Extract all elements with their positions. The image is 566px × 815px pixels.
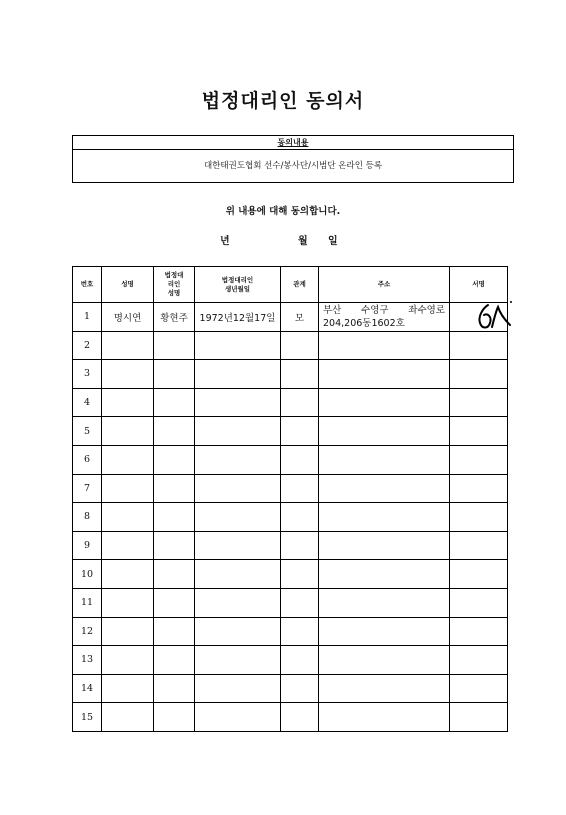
cell-guardian-birth[interactable]: [195, 445, 281, 474]
cell-guardian-name[interactable]: [154, 617, 195, 646]
cell-address[interactable]: [319, 474, 450, 503]
header-relation: 관계: [281, 267, 319, 303]
cell-relation[interactable]: [281, 474, 319, 503]
cell-signature[interactable]: [450, 331, 508, 360]
cell-relation[interactable]: [281, 388, 319, 417]
cell-no: 2: [73, 331, 102, 360]
cell-signature[interactable]: [450, 588, 508, 617]
table-row: [73, 388, 508, 417]
cell-no: 9: [73, 531, 102, 560]
address-district: 수영구: [361, 304, 389, 316]
cell-relation[interactable]: [281, 503, 319, 532]
cell-signature[interactable]: [450, 417, 508, 446]
table-row: [73, 531, 508, 560]
cell-no: 11: [73, 588, 102, 617]
cell-name[interactable]: [102, 445, 154, 474]
cell-address[interactable]: [319, 531, 450, 560]
agree-statement: 위 내용에 대해 동의합니다.: [225, 206, 341, 217]
cell-address[interactable]: [319, 445, 450, 474]
guardian-table: [72, 266, 508, 732]
cell-guardian-name[interactable]: [154, 588, 195, 617]
cell-no: 3: [73, 360, 102, 389]
table-row: [73, 617, 508, 646]
cell-relation[interactable]: [281, 703, 319, 732]
header-guardian-name-line1: 법정대: [164, 271, 184, 279]
cell-relation[interactable]: [281, 588, 319, 617]
cell-relation[interactable]: [281, 674, 319, 703]
cell-no: 14: [73, 674, 102, 703]
consent-box: [72, 135, 514, 183]
cell-signature[interactable]: [450, 474, 508, 503]
cell-name[interactable]: [102, 531, 154, 560]
date-month-label: 월: [298, 236, 308, 247]
table-row: [73, 360, 508, 389]
cell-guardian-name[interactable]: [154, 531, 195, 560]
cell-no: 8: [73, 503, 102, 532]
address-road: 좌수영로: [408, 304, 445, 316]
table-row: [73, 417, 508, 446]
cell-name[interactable]: [102, 360, 154, 389]
header-guardian-birth: [195, 267, 281, 303]
cell-signature[interactable]: [450, 445, 508, 474]
table-row: [73, 646, 508, 675]
cell-guardian-name[interactable]: [154, 560, 195, 589]
consent-body: 대한태권도협회 선수/봉사단/시범단 온라인 등록: [203, 161, 383, 171]
cell-guardian-name[interactable]: [154, 445, 195, 474]
cell-relation[interactable]: [281, 445, 319, 474]
table-row: [73, 503, 508, 532]
cell-guardian-birth[interactable]: [195, 474, 281, 503]
cell-guardian-birth[interactable]: [195, 388, 281, 417]
header-name: 성명: [102, 267, 154, 303]
cell-signature[interactable]: [450, 560, 508, 589]
cell-guardian-birth[interactable]: [195, 417, 281, 446]
table-header-row: [73, 267, 508, 303]
cell-guardian-name[interactable]: [154, 646, 195, 675]
cell-guardian-name[interactable]: [154, 417, 195, 446]
cell-no: 1: [73, 303, 102, 332]
table-row: [73, 445, 508, 474]
cell-address[interactable]: [319, 388, 450, 417]
table-row: [73, 703, 508, 732]
cell-guardian-birth[interactable]: [195, 360, 281, 389]
cell-name[interactable]: [102, 560, 154, 589]
cell-signature[interactable]: [450, 617, 508, 646]
cell-address[interactable]: [319, 646, 450, 675]
cell-guardian-birth[interactable]: [195, 703, 281, 732]
cell-name[interactable]: [102, 388, 154, 417]
cell-relation[interactable]: [281, 360, 319, 389]
consent-header: [73, 136, 513, 150]
cell-signature: [450, 303, 508, 332]
cell-no: 10: [73, 560, 102, 589]
date-year-label: 년: [220, 236, 230, 247]
header-guardian-birth-line1: 법정대리인: [221, 275, 254, 284]
cell-relation[interactable]: [281, 617, 319, 646]
cell-relation[interactable]: [281, 646, 319, 675]
cell-address[interactable]: [319, 588, 450, 617]
cell-address[interactable]: [319, 331, 450, 360]
cell-guardian-birth[interactable]: [195, 331, 281, 360]
cell-signature[interactable]: [450, 703, 508, 732]
cell-address[interactable]: [319, 703, 450, 732]
cell-address[interactable]: [319, 417, 450, 446]
cell-guardian-birth[interactable]: [195, 503, 281, 532]
table-row: [73, 674, 508, 703]
header-guardian-name-line3: 성명: [167, 289, 181, 297]
cell-no: 15: [73, 703, 102, 732]
address-line2: 204,206동1602호: [323, 317, 405, 329]
cell-guardian-birth[interactable]: [195, 646, 281, 675]
cell-no: 6: [73, 445, 102, 474]
cell-guardian-name[interactable]: [154, 474, 195, 503]
header-guardian-name-line2: 리인: [167, 280, 181, 288]
cell-guardian-birth[interactable]: [195, 674, 281, 703]
document-title: 법정대리인 동의서: [201, 90, 365, 112]
cell-signature[interactable]: [450, 646, 508, 675]
cell-guardian-birth[interactable]: [195, 531, 281, 560]
cell-name[interactable]: [102, 588, 154, 617]
header-signature: 서명: [450, 267, 508, 303]
cell-guardian-name[interactable]: [154, 360, 195, 389]
cell-signature[interactable]: [450, 388, 508, 417]
cell-name[interactable]: [102, 646, 154, 675]
cell-guardian-name[interactable]: [154, 331, 195, 360]
cell-relation[interactable]: [281, 417, 319, 446]
cell-address[interactable]: [319, 560, 450, 589]
table-row: [73, 560, 508, 589]
cell-relation[interactable]: [281, 331, 319, 360]
handwritten-signature: [474, 299, 514, 335]
cell-guardian-birth[interactable]: [195, 588, 281, 617]
cell-signature[interactable]: [450, 503, 508, 532]
cell-name[interactable]: [102, 474, 154, 503]
cell-address[interactable]: [319, 360, 450, 389]
cell-name[interactable]: [102, 617, 154, 646]
cell-guardian-birth: 1972년12월17일: [195, 303, 281, 332]
cell-guardian-name[interactable]: [154, 674, 195, 703]
cell-no: 7: [73, 474, 102, 503]
consent-header-label: 동의내용: [277, 138, 309, 147]
table-row: [73, 588, 508, 617]
cell-no: 13: [73, 646, 102, 675]
cell-guardian-name[interactable]: [154, 703, 195, 732]
cell-guardian-name: 황현주: [154, 303, 195, 332]
cell-signature[interactable]: [450, 531, 508, 560]
cell-guardian-birth[interactable]: [195, 560, 281, 589]
cell-address[interactable]: [319, 674, 450, 703]
address-city: 부산: [323, 304, 342, 316]
cell-no: 12: [73, 617, 102, 646]
cell-guardian-birth[interactable]: [195, 617, 281, 646]
table-row: [73, 474, 508, 503]
cell-name: 명시연: [102, 303, 154, 332]
cell-address[interactable]: [319, 503, 450, 532]
cell-no: 4: [73, 388, 102, 417]
cell-relation: 모: [281, 303, 319, 332]
cell-guardian-name[interactable]: [154, 388, 195, 417]
date-day-label: 일: [328, 236, 338, 247]
address-line1: [323, 304, 445, 317]
table-row: [73, 303, 508, 332]
cell-address: [319, 303, 450, 332]
cell-address[interactable]: [319, 617, 450, 646]
cell-guardian-name[interactable]: [154, 503, 195, 532]
cell-name[interactable]: [102, 503, 154, 532]
cell-signature[interactable]: [450, 674, 508, 703]
cell-relation[interactable]: [281, 531, 319, 560]
cell-name[interactable]: [102, 674, 154, 703]
cell-signature[interactable]: [450, 360, 508, 389]
header-address: 주소: [319, 267, 450, 303]
cell-name[interactable]: [102, 331, 154, 360]
cell-no: 5: [73, 417, 102, 446]
cell-name[interactable]: [102, 703, 154, 732]
cell-name[interactable]: [102, 417, 154, 446]
cell-relation[interactable]: [281, 560, 319, 589]
header-no: 번호: [73, 267, 102, 303]
header-guardian-birth-line2: 생년월일: [224, 284, 251, 293]
table-row: [73, 331, 508, 360]
header-guardian-name: [154, 267, 195, 303]
